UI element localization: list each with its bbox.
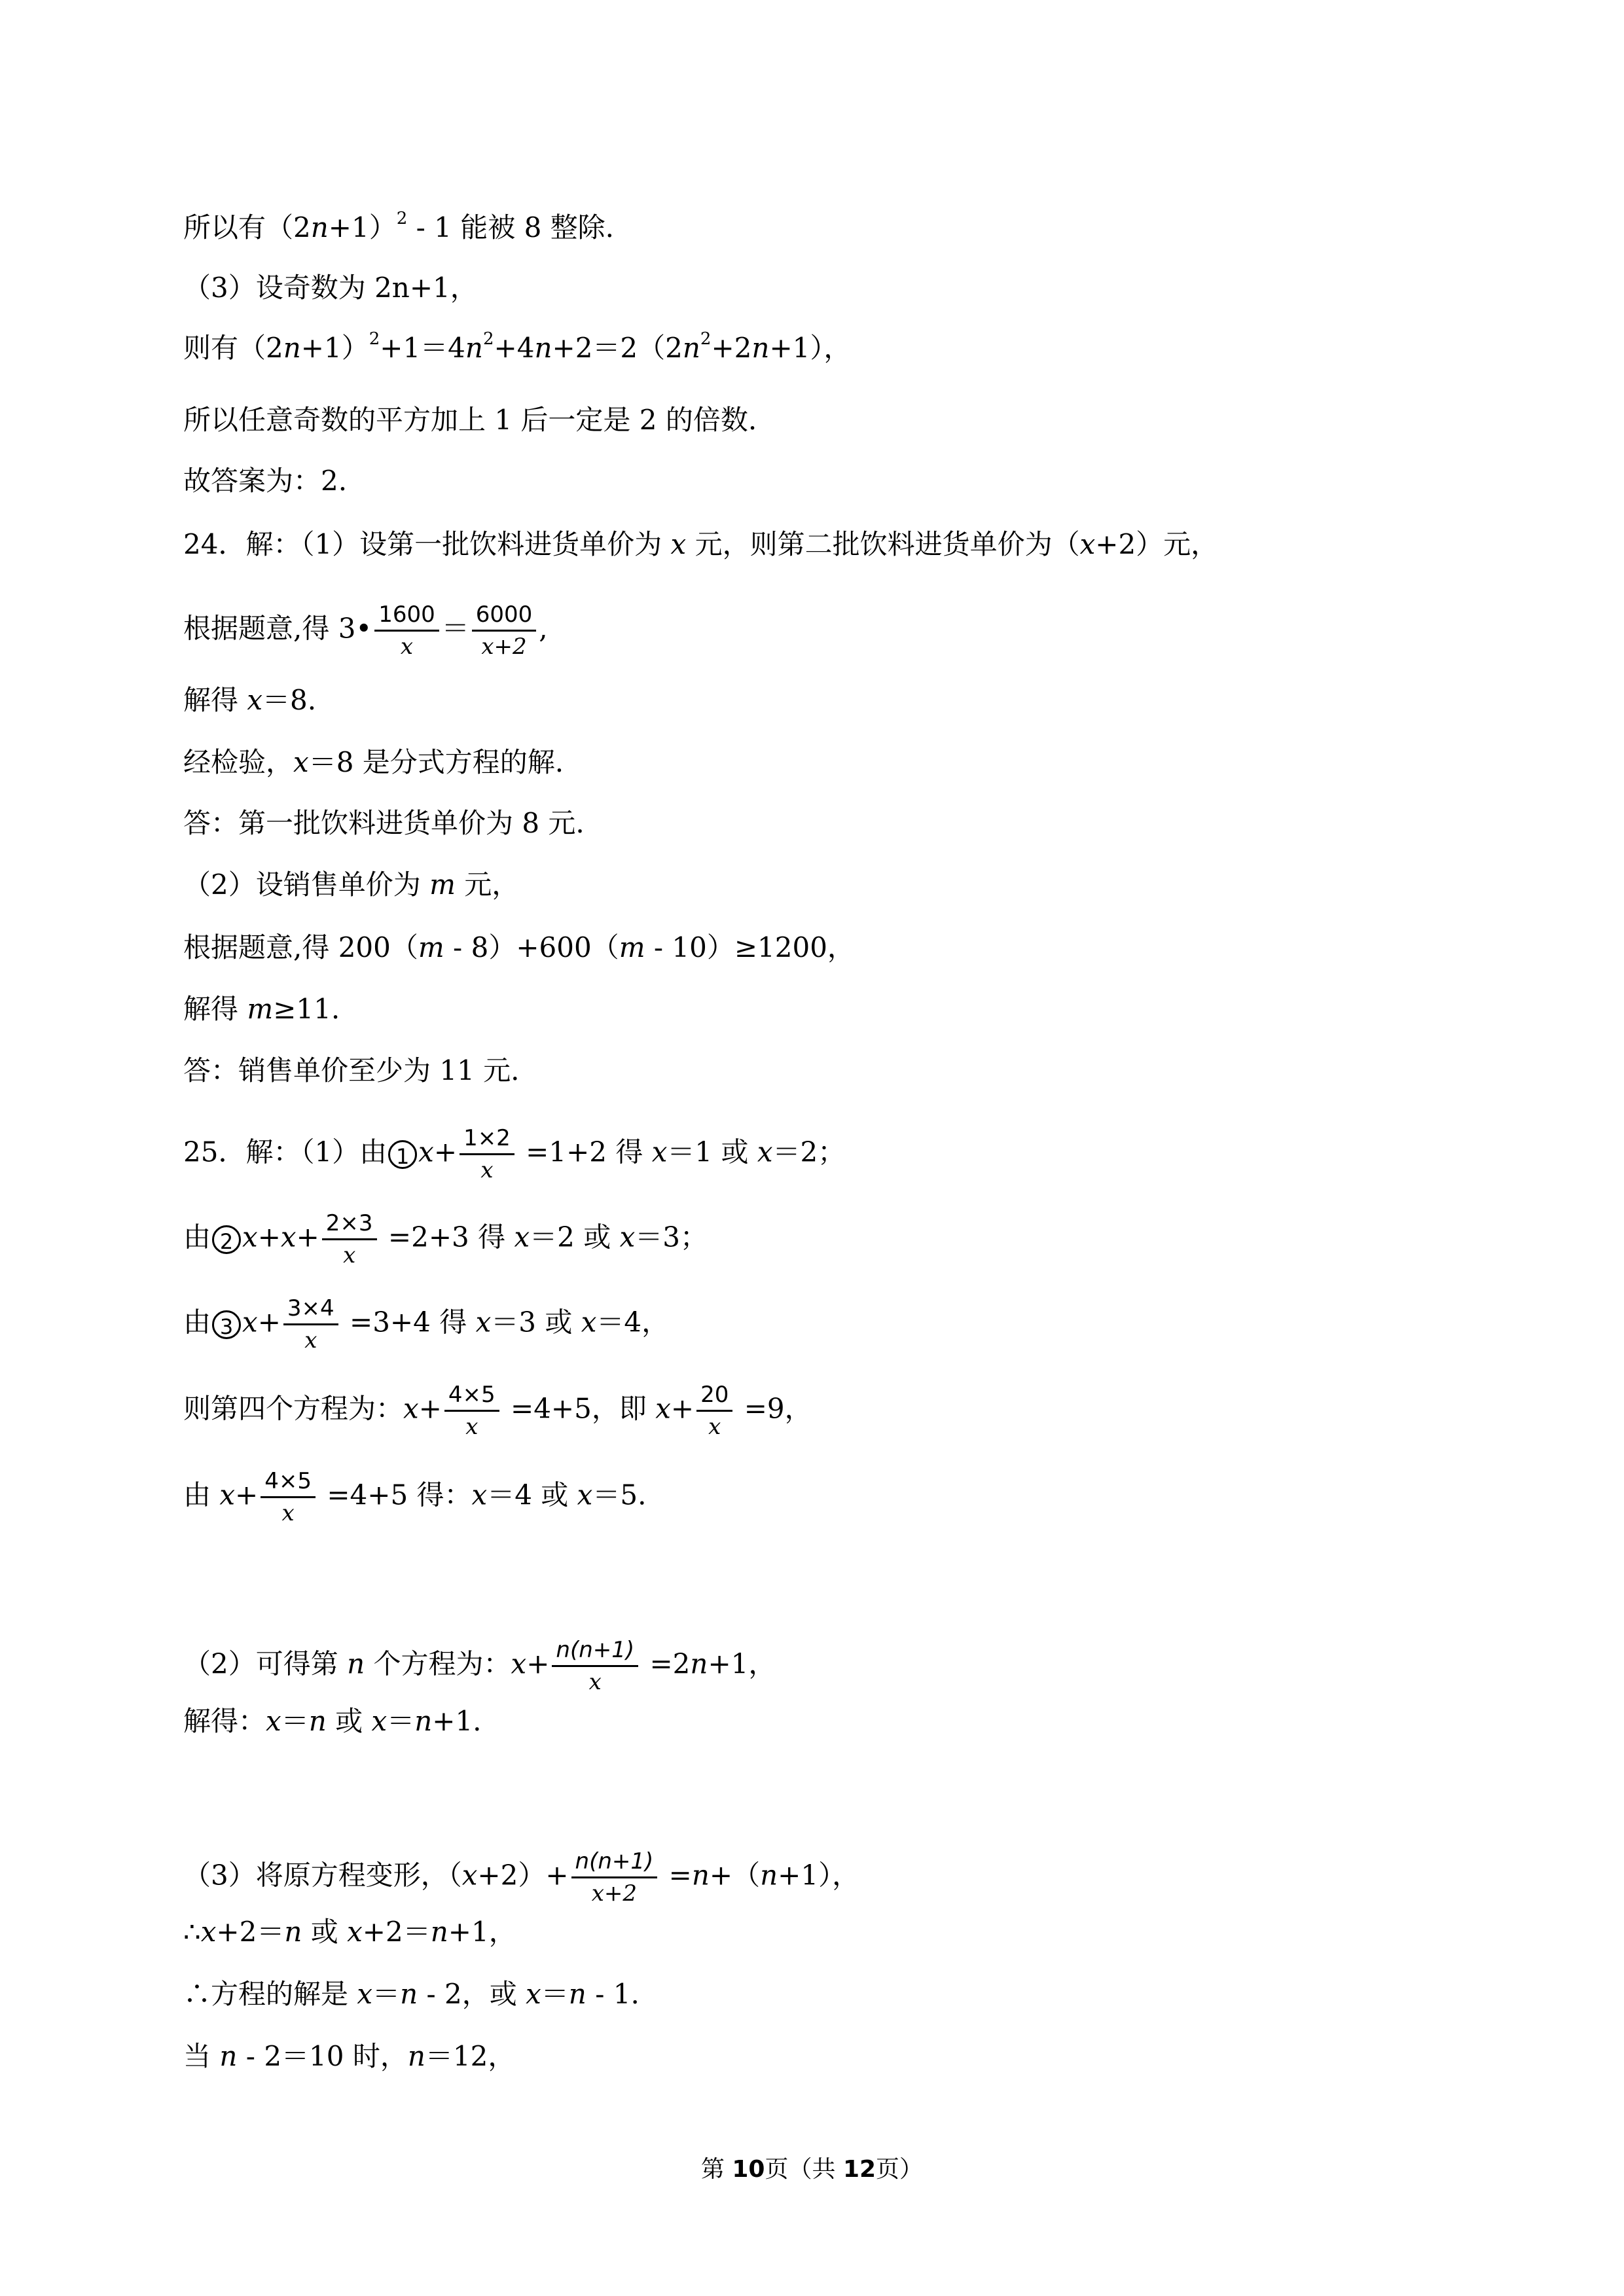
variable: m (418, 931, 444, 963)
denominator: x (480, 1157, 494, 1183)
text: +2＝ (362, 1916, 431, 1948)
variable: x (371, 1705, 388, 1737)
variable: m (429, 869, 456, 901)
text-line (183, 2037, 515, 2076)
text: +1， (708, 1647, 776, 1680)
text: ‐ 1. (586, 1978, 640, 2010)
text-line (183, 1051, 520, 1090)
numerator: 1600 (374, 601, 439, 632)
text-line (183, 1295, 669, 1354)
variable: x (757, 1136, 773, 1168)
variable: x (670, 528, 687, 560)
denominator: x (588, 1669, 602, 1695)
fraction (696, 1381, 732, 1441)
text: 当 (183, 2040, 220, 2072)
variable: n (760, 1859, 778, 1892)
exponent: 2 (369, 329, 380, 349)
text-line (183, 401, 757, 440)
text-line (183, 1381, 812, 1441)
variable: x (403, 1392, 419, 1425)
variable: n (308, 1705, 327, 1737)
variable: x (247, 684, 263, 716)
text: ∴方程的解是 (183, 1978, 357, 2010)
text: 元，则第二批饮料进货单价为（ (686, 528, 1080, 560)
numerator: 6000 (472, 601, 537, 632)
denominator: x (281, 1500, 295, 1526)
text: ＝ (441, 612, 469, 645)
variable: x (357, 1978, 373, 2010)
text: =2 (641, 1647, 691, 1680)
variable: n (690, 1647, 708, 1680)
fraction (322, 1210, 377, 1269)
variable: x (266, 1705, 281, 1737)
text: 解得 (183, 684, 247, 716)
text: 由 (183, 1306, 211, 1338)
text: ＝2； (772, 1136, 846, 1168)
numerator: 2×3 (322, 1210, 377, 1240)
variable: n (347, 1647, 365, 1680)
exponent: 2 (482, 329, 494, 349)
variable: n (751, 332, 770, 364)
text: 个方程为： (365, 1647, 511, 1680)
variable: x (471, 1479, 488, 1511)
text-line (183, 1848, 859, 1907)
denominator: x (400, 634, 414, 660)
text: （3）设奇数为 2n+1， (183, 272, 478, 304)
variable: x (293, 746, 309, 778)
text: 元， (455, 869, 520, 901)
variable: n (284, 1916, 302, 1948)
page-footer (0, 2153, 1624, 2186)
text: 或 (326, 1705, 372, 1737)
text: +2 (711, 332, 752, 364)
variable: x (418, 1136, 434, 1168)
text: , (539, 612, 548, 645)
variable: x (461, 1859, 478, 1892)
text: + (418, 1392, 442, 1425)
fraction (374, 601, 439, 660)
text-line (183, 329, 851, 368)
text: （2）可得第 (183, 1647, 348, 1680)
text: 故答案为：2. (183, 465, 348, 497)
text: 答：第一批饮料进货单价为 8 元. (183, 807, 585, 839)
text: + (257, 1306, 281, 1338)
text: ＝2 或 (530, 1221, 620, 1253)
variable: n (691, 1859, 710, 1892)
text: +1） (300, 332, 369, 364)
text: ∴ (183, 1916, 201, 1948)
variable: n (568, 1978, 586, 2010)
text-line (183, 1975, 640, 2014)
variable: n (219, 2040, 238, 2072)
text: （2）设销售单价为 (183, 869, 430, 901)
text: ＝ (281, 1705, 309, 1737)
text: + (526, 1647, 550, 1680)
variable: n (414, 1705, 433, 1737)
variable: x+x (242, 1221, 297, 1253)
text-line (183, 804, 585, 843)
text: ＝8 是分式方程的解. (308, 746, 564, 778)
denominator: x (343, 1242, 356, 1268)
text: +1）， (769, 332, 852, 364)
text: 经检验， (183, 746, 294, 778)
denominator: x (304, 1327, 317, 1354)
variable: x (651, 1136, 668, 1168)
text: +1＝4 (380, 332, 465, 364)
footer-text: 页） (876, 2156, 924, 2183)
text: ＝5. (592, 1479, 647, 1511)
numerator: n(n+1) (552, 1636, 638, 1667)
text-line (183, 268, 478, 308)
variable: m (247, 993, 274, 1025)
text: 或 (302, 1916, 348, 1948)
text: 25．解：（1）由 (183, 1136, 388, 1168)
text: + (670, 1392, 695, 1425)
text: ＝12， (425, 2040, 516, 2072)
page-total: 12 (842, 2156, 876, 2183)
text: ≥11. (273, 993, 340, 1025)
text: ＝4， (596, 1306, 670, 1338)
text: ＝3； (635, 1221, 708, 1253)
text-line (183, 743, 564, 782)
text: 则有（2 (183, 332, 283, 364)
text-line (183, 1912, 516, 1952)
variable: n (310, 211, 329, 243)
numerator: 20 (696, 1381, 732, 1412)
variable: n (400, 1978, 418, 2010)
text: =3+4 得 (340, 1306, 476, 1338)
text: （3）将原方程变形，（ (183, 1859, 462, 1892)
circled-number: 1 (388, 1140, 417, 1169)
numerator: 3×4 (283, 1295, 338, 1325)
text: 所以有（2 (183, 211, 311, 243)
text: +2）+ (477, 1859, 569, 1892)
text: ‐ 2＝10 时， (237, 2040, 408, 2072)
text: 答：销售单价至少为 11 元. (183, 1054, 520, 1086)
text: ‐ 10）≥1200， (645, 931, 855, 963)
text-line (183, 1636, 776, 1696)
numerator: n(n+1) (571, 1848, 658, 1878)
text: =4+5，即 (501, 1392, 656, 1425)
variable: n (465, 332, 483, 364)
text: +（ (709, 1859, 761, 1892)
variable: n (283, 332, 301, 364)
variable: m (619, 931, 645, 963)
text: +2）元， (1095, 528, 1219, 560)
fraction (571, 1848, 658, 1907)
text: =1+2 得 (516, 1136, 652, 1168)
text-line (183, 461, 347, 501)
numerator: 1×2 (460, 1124, 514, 1155)
text: + (433, 1136, 458, 1168)
circled-number: 3 (212, 1310, 241, 1339)
text: ‐ 1 能被 8 整除. (407, 211, 615, 243)
fraction (460, 1124, 514, 1184)
text: +1， (448, 1916, 516, 1948)
text: 由 (183, 1221, 211, 1253)
text: +2＝2（2 (552, 332, 683, 364)
text-line (183, 865, 519, 905)
text-line (183, 1702, 482, 1741)
text: =9， (735, 1392, 812, 1425)
text: ＝ (387, 1705, 415, 1737)
footer-text: 页（共 (765, 2156, 843, 2183)
variable: x (242, 1306, 258, 1338)
fraction (444, 1381, 499, 1441)
footer-text: 第 (700, 2156, 732, 2183)
variable: x (514, 1221, 530, 1253)
circled-number: 2 (212, 1225, 241, 1254)
text: 根据题意,得 3• (183, 612, 372, 645)
fraction (261, 1467, 316, 1527)
text: 所以任意奇数的平方加上 1 后一定是 2 的倍数. (183, 404, 757, 436)
text: ＝ (541, 1978, 569, 2010)
variable: x (219, 1479, 236, 1511)
variable: x (581, 1306, 597, 1338)
variable: x (526, 1978, 541, 2010)
variable: x (347, 1916, 363, 1948)
text: +4 (494, 332, 535, 364)
page-number: 10 (732, 2156, 765, 2183)
text-line (183, 601, 548, 660)
text-line (183, 990, 340, 1029)
text: 解得 (183, 993, 247, 1025)
text: + (296, 1221, 319, 1253)
fraction (472, 601, 537, 660)
fraction (552, 1636, 638, 1696)
variable: x (577, 1479, 593, 1511)
variable: n (682, 332, 700, 364)
text: 24．解：（1）设第一批饮料进货单价为 (183, 528, 671, 560)
variable: x (619, 1221, 636, 1253)
text: ＝8. (262, 684, 317, 716)
variable: x (1079, 528, 1096, 560)
variable: n (534, 332, 552, 364)
variable: x (200, 1916, 217, 1948)
variable: x (655, 1392, 671, 1425)
text: =4+5 得： (318, 1479, 472, 1511)
exponent: 2 (396, 209, 408, 228)
denominator: x (465, 1414, 478, 1440)
variable: x (475, 1306, 492, 1338)
text: +1）， (778, 1859, 860, 1892)
text: +1） (328, 211, 397, 243)
text: 则第四个方程为： (183, 1392, 404, 1425)
text-line (183, 1124, 845, 1184)
exponent: 2 (700, 329, 712, 349)
text: +2＝ (216, 1916, 285, 1948)
variable: n (430, 1916, 448, 1948)
text-line (183, 1467, 646, 1527)
numerator: 4×5 (444, 1381, 499, 1412)
text-line (183, 928, 855, 967)
text: ＝ (372, 1978, 401, 2010)
text-line (183, 208, 614, 247)
numerator: 4×5 (261, 1467, 316, 1498)
text: = (660, 1859, 692, 1892)
text: + (235, 1479, 259, 1511)
text: ‐ 2，或 (418, 1978, 526, 2010)
text: ＝1 或 (667, 1136, 757, 1168)
variable: x (511, 1647, 527, 1680)
text: ‐ 8）+600（ (444, 931, 619, 963)
text: ＝3 或 (491, 1306, 581, 1338)
text: 由 (183, 1479, 220, 1511)
denominator: x (708, 1414, 721, 1440)
text: +1. (432, 1705, 482, 1737)
text: 根据题意,得 200（ (183, 931, 418, 963)
fraction (283, 1295, 338, 1354)
text: ＝4 或 (487, 1479, 577, 1511)
text-line (183, 525, 1218, 564)
text-line (183, 1210, 708, 1269)
text: =2+3 得 (379, 1221, 514, 1253)
denominator: x+2 (481, 634, 527, 660)
text: 解得： (183, 1705, 266, 1737)
denominator: x+2 (591, 1880, 638, 1907)
text-line (183, 681, 316, 720)
variable: n (407, 2040, 425, 2072)
